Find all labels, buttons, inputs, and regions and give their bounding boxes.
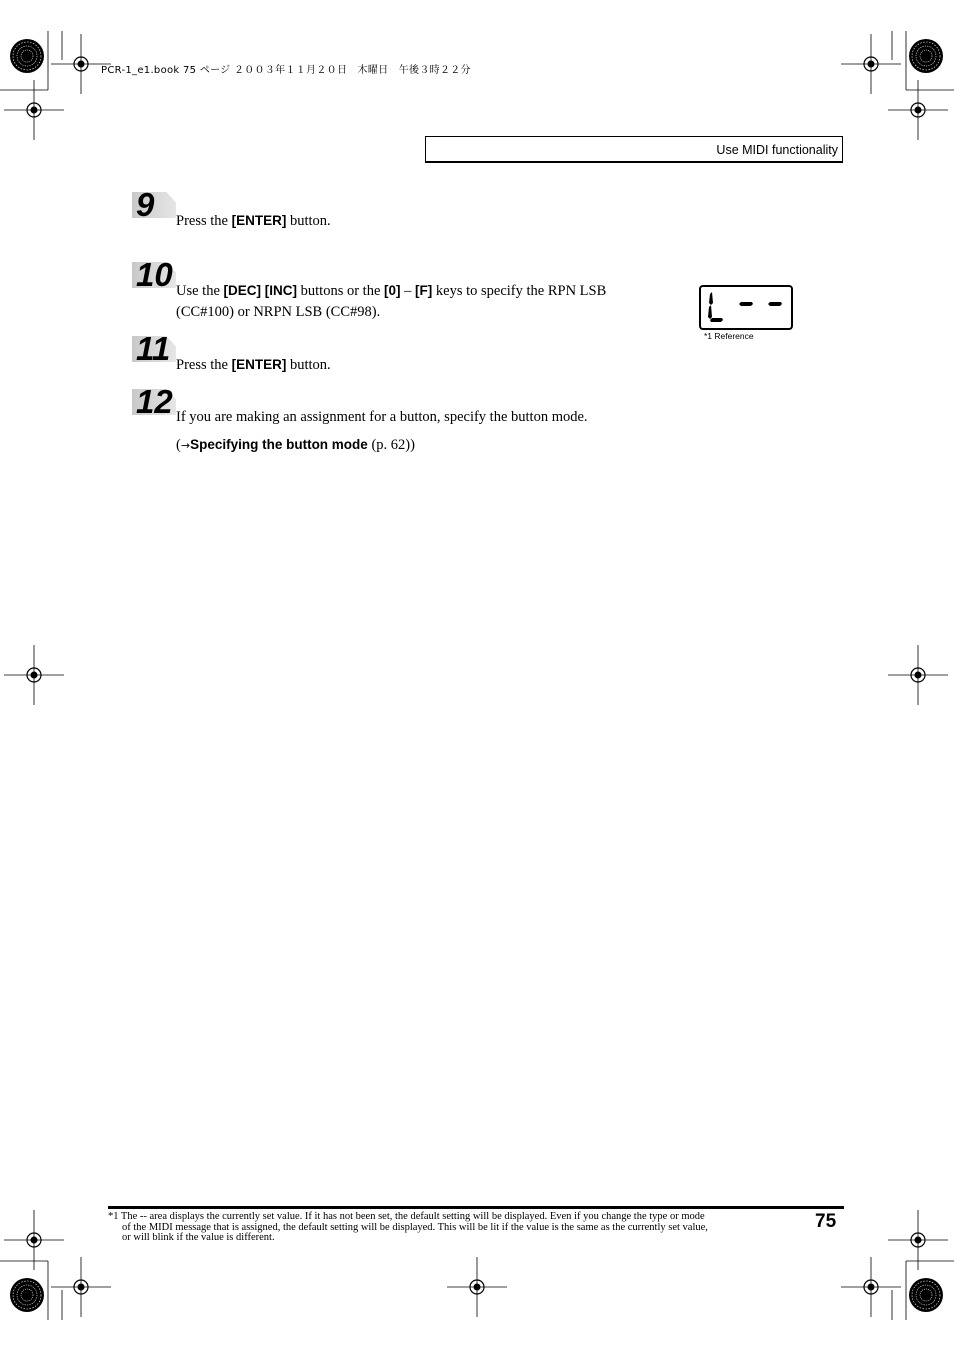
lcd-display bbox=[699, 285, 793, 330]
print-info: PCR-1_e1.book 75 ページ ２００３年１１月２０日 木曜日 午後３時２２分 bbox=[101, 65, 471, 76]
footnote bbox=[108, 1212, 808, 1244]
step-text: Press the [ENTER] button. bbox=[176, 357, 331, 373]
cross-reference: (→Specifying the button mode (p. 62)) bbox=[176, 437, 415, 453]
step-number: 12 bbox=[136, 383, 173, 420]
page-number: 75 bbox=[815, 1211, 837, 1232]
step-number: 11 bbox=[136, 330, 171, 367]
step-text: If you are making an assignment for a button, specify the button mode. bbox=[176, 409, 588, 425]
step-number: 10 bbox=[136, 256, 173, 293]
step-text: Press the [ENTER] button. bbox=[176, 213, 331, 229]
enter-button-ref: [ENTER] bbox=[231, 213, 287, 228]
enter-button-ref: [ENTER] bbox=[231, 357, 287, 372]
crop-lines bbox=[0, 31, 954, 1320]
dec-inc-buttons-ref: [DEC] [INC] bbox=[223, 283, 298, 298]
footnote-line: *1 The -- area displays the currently set value. If it has not been set, the default setting will be displayed. Even if you change the type or mode bbox=[108, 1211, 705, 1222]
cross-reference-link[interactable]: Specifying the button mode bbox=[190, 437, 368, 452]
footer-rule bbox=[108, 1206, 844, 1209]
footnote-line: or will blink if the value is different. bbox=[122, 1232, 275, 1243]
key-0-ref: [0] bbox=[384, 283, 401, 298]
section-header bbox=[425, 136, 843, 163]
step-number: 9 bbox=[136, 186, 155, 223]
arrow-right-icon: → bbox=[180, 439, 191, 452]
lcd-reference-label: *1 Reference bbox=[704, 331, 754, 341]
key-f-ref: [F] bbox=[415, 283, 433, 298]
footnote-line: of the MIDI message that is assigned, the default setting will be displayed. This will be lit if the value is the same as the currently set value, bbox=[122, 1221, 708, 1233]
lcd-segments bbox=[701, 287, 791, 328]
section-title: Use MIDI functionality bbox=[716, 143, 838, 157]
step-text: Use the [DEC] [INC] buttons or the [0] – [F] keys to specify the RPN LSB (CC#100) or NRPN LSB (CC#98). bbox=[176, 283, 607, 320]
